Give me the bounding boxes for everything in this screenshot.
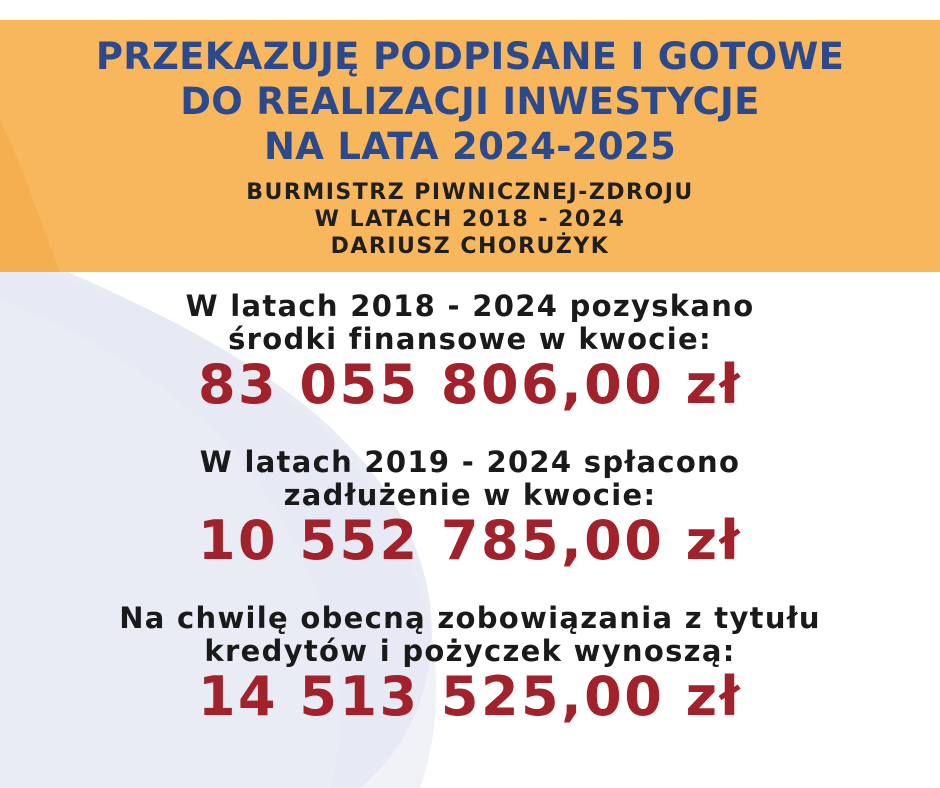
stat-label-line: W latach 2018 - 2024 pozyskano (185, 289, 755, 323)
title-line: PRZEKAZUJĘ PODPISANE I GOTOWE (95, 35, 845, 78)
stat-label (0, 290, 940, 356)
stats-section (0, 290, 940, 728)
stat-debt-repaid (0, 446, 940, 572)
stat-value: 83 055 806,00 zł (197, 353, 743, 416)
stat-label-line: W latach 2019 - 2024 spłacono (199, 445, 741, 479)
subtitle (0, 179, 940, 260)
stat-label-line: kredytów i pożyczek wynoszą: (204, 634, 736, 668)
subtitle-line: BURMISTRZ PIWNICZNEJ-ZDROJU (246, 180, 694, 205)
stat-label-line: środki finansowe w kwocie: (228, 322, 712, 356)
subtitle-line: W LATACH 2018 - 2024 (314, 207, 626, 232)
stat-current-liabilities (0, 602, 940, 728)
title-line: DO REALIZACJI INWESTYCJE (180, 80, 760, 123)
stat-value: 14 513 525,00 zł (197, 665, 743, 728)
title-line: NA LATA 2024-2025 (263, 125, 677, 168)
subtitle-line: DARIUSZ CHORUŻYK (330, 234, 610, 259)
header (0, 20, 940, 272)
page-title (0, 20, 940, 169)
stat-funds-obtained (0, 290, 940, 416)
stat-label (0, 602, 940, 668)
stat-label (0, 446, 940, 512)
stat-value: 10 552 785,00 zł (197, 509, 743, 572)
stat-label-line: zadłużenie w kwocie: (283, 478, 657, 512)
stat-label-line: Na chwilę obecną zobowiązania z tytułu (119, 601, 821, 635)
